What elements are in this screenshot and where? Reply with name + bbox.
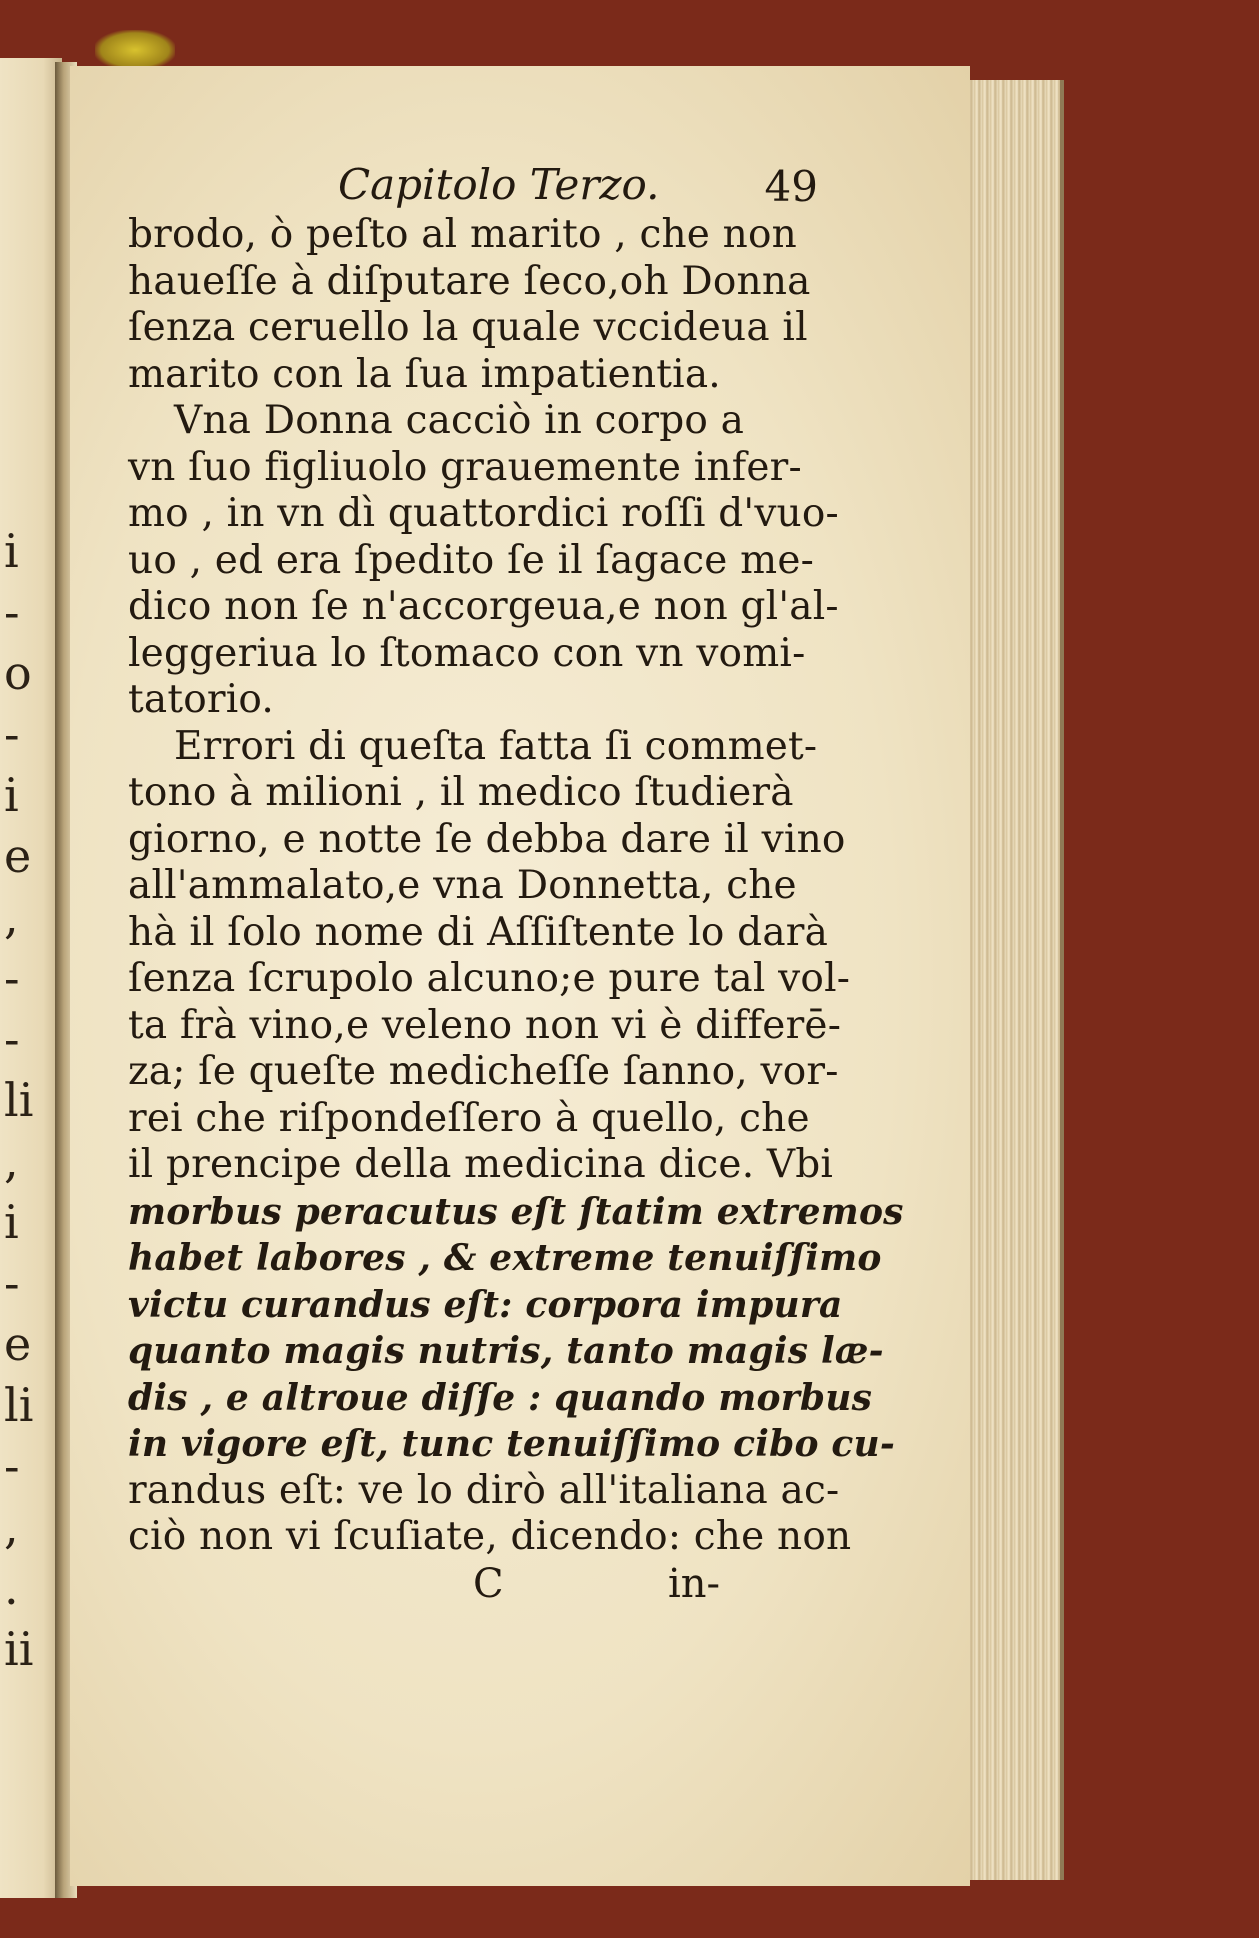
text-line: tatorio. [128,677,274,722]
left-page-fragment: - [4,707,20,761]
text-line: uo , ed era ſpedito ſe il ſagace me- [128,537,814,583]
signature-mark: C [473,1560,504,1607]
left-page-fragment: , [4,1134,19,1188]
left-page-fragment: ii [4,1622,34,1676]
text-line: Errori di queſta fatta ſi commet- [174,723,818,769]
left-page-edge [0,58,62,1898]
text-line: giorno, e notte ſe debba dare il vino [128,816,846,862]
left-page-fragment: li [4,1378,34,1432]
left-page-fragment: . [4,1561,19,1615]
left-page-fragment: - [4,585,20,639]
page-number: 49 [764,162,818,211]
text-line: za; ſe queſte medicheſſe ſanno, vor- [128,1049,839,1094]
left-page-fragment: e [4,1317,32,1371]
left-page-fragment: i [4,768,19,822]
body-text [128,212,904,1561]
text-line: quanto magis nutris, tanto magis læ- [128,1330,884,1372]
text-line: dico non ſe n'accorgeua,e non gl'al- [128,584,839,629]
left-page-fragment: i [4,1195,19,1249]
text-line: tono à milioni , il medico ſtudierà [128,770,794,815]
text-line: in vigore eſt, tunc tenuiſſimo cibo cu- [128,1423,896,1465]
text-line: all'ammalato,e vna Donnetta, che [128,863,797,908]
left-page-fragment: , [4,1500,19,1554]
text-line: ta frà vino,e veleno non vi è differē- [128,1002,842,1048]
running-header [128,160,818,212]
left-page-fragment: e [4,829,32,883]
running-title: Capitolo Terzo. [338,160,660,209]
text-line: leggeriua lo ſtomaco con vn vomi- [128,630,806,676]
left-page-fragment: - [4,1439,20,1493]
text-line: ſenza ſcrupolo alcuno;e pure tal vol- [128,956,851,1001]
text-line: haueſſe à diſputare ſeco,oh Donna [128,258,811,304]
text-line: il prencipe della medicina dice. Vbi [128,1142,834,1187]
text-line: ſenza ceruello la quale vccideua il [128,305,808,350]
page-footer [128,1561,818,1611]
left-page-fragment: , [4,890,19,944]
text-line: ciò non vi ſcuſiate, dicendo: che non [128,1514,852,1559]
text-line: mo , in vn dì quattordici roſſi d'vuo- [128,491,839,536]
bookmark-ribbon [95,30,175,70]
page-text [128,160,904,1611]
text-line: marito con la ſua impatientia. [128,351,721,397]
text-line: victu curandus eſt: corpora impura [128,1283,843,1326]
left-page-fragment: - [4,1012,20,1066]
left-page-fragment: li [4,1073,34,1127]
text-line: Vna Donna cacciò in corpo a [174,398,745,443]
text-line: morbus peracutus eſt ſtatim extremos [128,1190,904,1233]
text-line: vn ſuo figliuolo grauemente infer- [128,444,802,490]
text-line: brodo, ò peſto al marito , che non [128,212,798,257]
text-line: rei che riſpondeſſero à quello, che [128,1095,810,1141]
text-line: hà il ſolo nome di Aſſiſtente lo darà [128,909,829,955]
catchword: in- [668,1560,721,1607]
left-page-fragment: - [4,951,20,1005]
left-page-fragment: - [4,1256,20,1310]
left-page-fragment: i [4,524,19,578]
text-line: habet labores , & extreme tenuiſſimo [128,1237,882,1279]
text-line: dis , e altroue diſſe : quando morbus [128,1376,873,1419]
text-line: randus eſt: ve lo dirò all'italiana ac- [128,1467,840,1513]
left-page-fragment: o [4,646,32,700]
